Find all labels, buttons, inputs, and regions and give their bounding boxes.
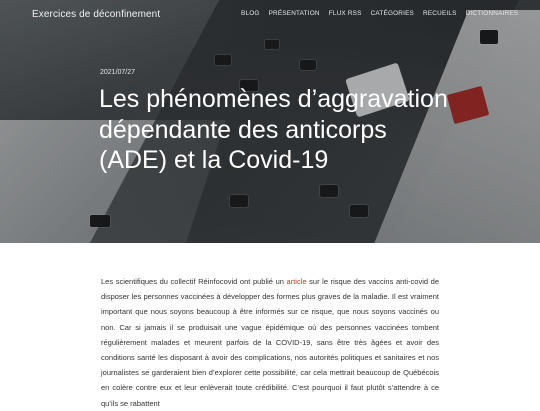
site-title[interactable]: Exercices de déconfinement	[32, 9, 161, 20]
post-date: 2021/07/27	[100, 69, 136, 76]
nav-item-presentation[interactable]: PRÉSENTATION	[268, 10, 320, 17]
main-nav	[241, 10, 518, 17]
post-paragraph	[101, 274, 439, 411]
nav-item-blog[interactable]: BLOG	[241, 10, 260, 17]
post-content	[101, 274, 439, 411]
nav-item-recueils[interactable]: RECUEILS	[423, 10, 457, 17]
post-text-intro: Les scientifiques du collectif Réinfocovid ont publié un	[101, 277, 287, 286]
post-title: Les phénomènes d’aggravation dépendante des anticorps (ADE) et la Covid-19	[99, 85, 448, 174]
article-link[interactable]: article	[286, 277, 307, 286]
nav-item-rss[interactable]: FLUX RSS	[328, 10, 362, 17]
post-text-body: sur le risque des vaccins anti-covid de disposer les personnes vaccinées à développer des formes plus graves de la maladie. Il est vraiment important que nous soyons beaucoup à être informés sur ce risque, que nous soyons vaccinés ou non. Car si jamais il se produisait une vague épidémique où des personnes vaccinées tombent régulièrement malades et meurent parfois de la COVID-19, sans être très âgées et avoir des conditions santé les disposant à avoir des complications, nos autorités politiques et sanitaires et nos journalistes se garderaient bien d’explorer cette possibilité, car cela mettrait beaucoup de Québécois en colère contre eux et leur enlèverait toute crédibilité. C’est pourquoi il faut plutôt s’attendre à ce qu’ils se rabattent	[101, 277, 440, 408]
nav-item-dictionnaires[interactable]: DICTIONNAIRES	[465, 10, 519, 17]
nav-item-categories[interactable]: CATÉGORIES	[370, 10, 415, 17]
